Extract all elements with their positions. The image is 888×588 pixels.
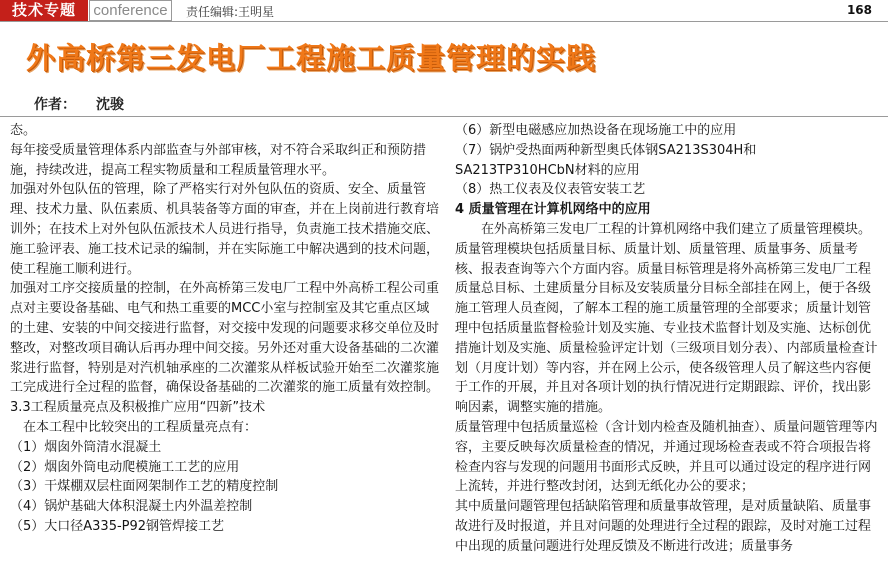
conference-label: conference <box>89 0 172 21</box>
list-item: （8）热工仪表及仪表管安装工艺 <box>455 182 646 198</box>
author-line <box>34 94 124 114</box>
header-divider <box>0 116 888 117</box>
page-number: 168 <box>846 3 872 17</box>
author-label: 作者： <box>34 97 76 113</box>
left-column <box>10 121 442 537</box>
list-item: （4）锅炉基础大体积混凝土内外温差控制 <box>10 499 253 515</box>
right-column <box>455 121 879 557</box>
editor-credit: 责任编辑:王明星 <box>186 5 275 19</box>
article-title: 外高桥第三发电厂工程施工质量管理的实践 <box>26 41 597 75</box>
list-item: （1）烟囱外筒清水混凝土 <box>10 439 162 455</box>
section-heading: 4 质量管理在计算机网络中的应用 <box>455 202 651 218</box>
paragraph: 态。 <box>10 123 37 138</box>
list-item: （5）大口径A335-P92钢管焊接工艺 <box>10 518 225 534</box>
paragraph: 质量管理中包括质量巡检（含计划内检查及随机抽查）、质量问题管理等内容，主要反映每次质量检查的情况，并通过现场检查表或不符合项报告将检查内容与发现的问题用书面形式反映，并且可以通过设定的程序进行网上流转，并进行整改封闭，达到无纸化办公的要求； <box>455 419 878 495</box>
author-name: 沈骏 <box>96 97 124 113</box>
paragraph: 其中质量问题管理包括缺陷管理和质量事故管理，是对质量缺陷、质量事故进行及时报道，并且对问题的处理进行全过程的跟踪，及时对施工过程中出现的质量问题进行处理反馈及不断进行改进；质量事务 <box>455 499 872 554</box>
page-header <box>0 0 888 22</box>
list-item: （2）烟囱外筒电动爬模施工工艺的应用 <box>10 459 240 475</box>
paragraph: 加强对工序交接质量的控制，在外高桥第三发电厂工程中外高桥工程公司重点对主要设备基础、电气和热工重要的MCC小室与控制室及其它重点区域的土建、安装的中间交接进行监督，对交接中发现的问题要求移交单位及时整改，对整改项目确认后再办理中间交接。另外还对重大设备基础的二次灌浆进行监督，特别是对汽机轴承座的二次灌浆从样板试验开始至二次灌浆施工完成进行全过程的监督，确保设备基础的二次灌浆的施工质量有效控制。 <box>10 281 440 396</box>
section-tag: 技术专题 <box>0 0 88 21</box>
list-item: （7）锅炉受热面两种新型奥氏体钢SA213S304H和 SA213TP310HCbN材料的应用 <box>455 142 757 178</box>
paragraph: 在本工程中比较突出的工程质量亮点有： <box>23 419 258 435</box>
paragraph: 每年接受质量管理体系内部监查与外部审核，对不符合采取纠正和预防措施，持续改进，提高工程实物质量和工程质量管理水平。 <box>10 142 427 178</box>
list-item: （6）新型电磁感应加热设备在现场施工中的应用 <box>455 123 737 138</box>
paragraph: 在外高桥第三发电厂工程的计算机网络中我们建立了质量管理模块。质量管理模块包括质量目标、质量计划、质量管理、质量事务、质量考核、报表查询等六个方面内容。质量目标管理是将外高桥第三发电厂工程质量总目标、土建质量分目标及安装质量分目标全部挂在网上，便于各级施工管理人员查阅，了解本工程的施工质量管理的全部要求；质量计划管理中包括质量监督检验计划及实施、专业技术监督计划及实施、达标创优措施计划及实施、质量检验评定计划（三级项目划分表）、内部质量检查计划（月度计划）等内容，并在网上公示，使各级管理人员了解这些内容便于工作的开展，并且对各项计划的执行情况进行定期跟踪、评价，找出影响因素，调整实施的措施。 <box>455 221 878 416</box>
section-heading: 3.3工程质量亮点及积极推广应用“四新”技术 <box>10 400 266 416</box>
list-item: （3）干煤棚双层柱面网架制作工艺的精度控制 <box>10 479 279 495</box>
paragraph: 加强对外包队伍的管理，除了严格实行对外包队伍的资质、安全、质量管理、技术力量、队伍素质、机具装备等方面的审查，并在上岗前进行教育培训外；在技术上对外包队伍派技术人员进行指导，负责施工技术措施交底、施工验评表、施工技术记录的编制，并在实际施工中解决遇到的技术问题，使工程施工顺利进行。 <box>10 182 440 277</box>
